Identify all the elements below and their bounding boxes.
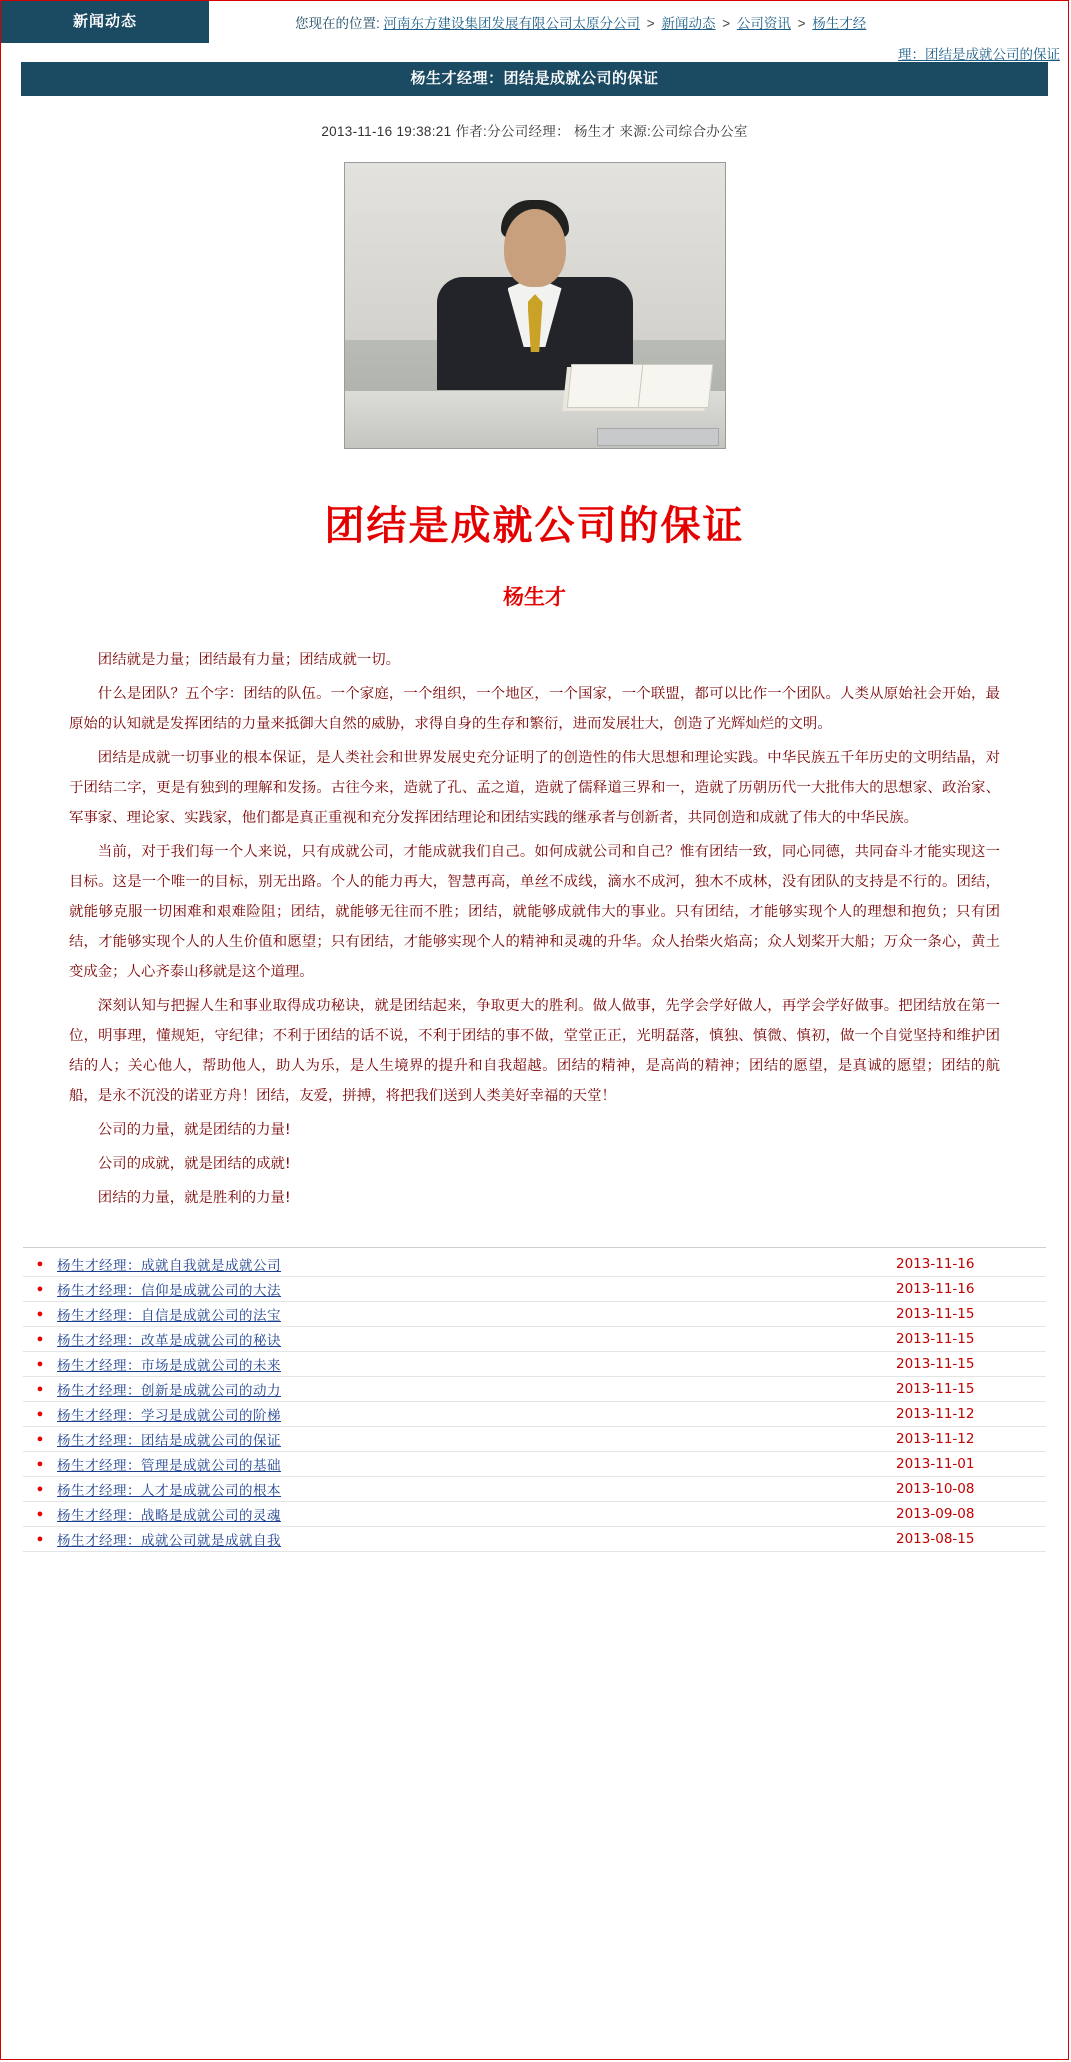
related-link[interactable]: 杨生才经理：创新是成就公司的动力 xyxy=(57,1383,281,1399)
bullet-icon: ● xyxy=(36,1308,44,1320)
list-item[interactable] xyxy=(23,1402,1046,1427)
related-date: 2013-11-16 xyxy=(896,1281,975,1297)
related-link[interactable]: 杨生才经理：改革是成就公司的秘诀 xyxy=(57,1333,281,1349)
related-date: 2013-11-12 xyxy=(896,1431,975,1447)
breadcrumb xyxy=(209,1,1068,34)
bullet-icon: ● xyxy=(36,1533,44,1545)
related-date: 2013-11-15 xyxy=(896,1356,975,1372)
list-item[interactable] xyxy=(23,1377,1046,1402)
bullet-icon: ● xyxy=(36,1283,44,1295)
bullet-icon: ● xyxy=(36,1383,44,1395)
section-title: 新闻动态 xyxy=(1,1,209,43)
related-link[interactable]: 杨生才经理：自信是成就公司的法宝 xyxy=(57,1308,281,1324)
list-item[interactable] xyxy=(23,1427,1046,1452)
related-link[interactable]: 杨生才经理：成就自我就是成就公司 xyxy=(57,1258,281,1274)
related-link[interactable]: 杨生才经理：团结是成就公司的保证 xyxy=(57,1433,281,1449)
list-item[interactable] xyxy=(23,1252,1046,1277)
related-link[interactable]: 杨生才经理：战略是成就公司的灵魂 xyxy=(57,1508,281,1524)
article xyxy=(1,62,1068,1213)
breadcrumb-item-company[interactable]: 河南东方建设集团发展有限公司太原分公司 xyxy=(383,16,641,31)
article-paragraph: 什么是团队？五个字：团结的队伍。一个家庭，一个组织，一个地区，一个国家，一个联盟，都可以比作一个团队。人类从原始社会开始，最原始的认知就是发挥团结的力量来抵御大自然的威胁，求得自身的生存和繁衍，进而发展壮大，创造了光辉灿烂的文明。 xyxy=(69,686,1000,732)
related-date: 2013-11-15 xyxy=(896,1381,975,1397)
list-item[interactable] xyxy=(23,1502,1046,1527)
article-author: 杨生才 xyxy=(503,585,566,609)
breadcrumb-separator-3: > xyxy=(797,16,806,31)
breadcrumb-separator-1: > xyxy=(646,16,655,31)
related-date: 2013-11-16 xyxy=(896,1256,975,1272)
list-item[interactable] xyxy=(23,1302,1046,1327)
article-meta: 2013-11-16 19:38:21 作者:分公司经理： 杨生才 来源:公司综合办公室 xyxy=(321,124,748,139)
list-item[interactable] xyxy=(23,1327,1046,1352)
related-articles-list xyxy=(23,1247,1046,1552)
list-item[interactable] xyxy=(23,1352,1046,1377)
related-link[interactable]: 杨生才经理：学习是成就公司的阶梯 xyxy=(57,1408,281,1424)
photo-face xyxy=(504,209,566,287)
photo-book xyxy=(566,364,713,408)
article-header-bar: 杨生才经理：团结是成就公司的保证 xyxy=(21,62,1048,96)
related-date: 2013-08-15 xyxy=(896,1531,975,1547)
breadcrumb-item-news[interactable]: 新闻动态 xyxy=(661,16,716,31)
related-link[interactable]: 杨生才经理：市场是成就公司的未来 xyxy=(57,1358,281,1374)
list-item[interactable] xyxy=(23,1527,1046,1552)
bullet-icon: ● xyxy=(36,1508,44,1520)
page-title: 团结是成就公司的保证 xyxy=(324,503,745,549)
portrait-photo xyxy=(344,162,726,449)
article-paragraph: 深刻认知与把握人生和事业取得成功秘诀，就是团结起来，争取更大的胜利。做人做事，先学会学好做人，再学会学好做事。把团结放在第一位，明事理，懂规矩，守纪律；不利于团结的话不说，不利于团结的事不做，堂堂正正，光明磊落，慎独、慎微、慎初，做一个自觉坚持和维护团结的人；关心他人，帮助他人，助人为乐，是人生境界的提升和自我超越。团结的精神，是高尚的精神；团结的愿望，是真诚的愿望；团结的航船，是永不沉没的诺亚方舟！团结，友爱，拼搏，将把我们送到人类美好幸福的天堂！ xyxy=(69,998,1000,1104)
list-item[interactable] xyxy=(23,1477,1046,1502)
related-date: 2013-11-15 xyxy=(896,1306,975,1322)
breadcrumb-item-company-info[interactable]: 公司资讯 xyxy=(736,16,791,31)
related-date: 2013-11-01 xyxy=(896,1456,975,1472)
bullet-icon: ● xyxy=(36,1333,44,1345)
bullet-icon: ● xyxy=(36,1358,44,1370)
related-date: 2013-11-12 xyxy=(896,1406,975,1422)
article-paragraph: 公司的力量，就是团结的力量! xyxy=(97,1122,291,1138)
breadcrumb-overflow-line[interactable]: 理：团结是成就公司的保证 xyxy=(898,47,1060,62)
related-link[interactable]: 杨生才经理：人才是成就公司的根本 xyxy=(57,1483,281,1499)
article-photo-wrap xyxy=(21,162,1048,454)
article-paragraph: 团结是成就一切事业的根本保证，是人类社会和世界发展史充分证明了的创造性的伟大思想和理论实践。中华民族五千年历史的文明结晶，对于团结二字，更是有独到的理解和发扬。古往今来，造就了孔、孟之道，造就了儒释道三界和一，造就了历朝历代一大批伟大的思想家、政治家、军事家、理论家、实践家，他们都是真正重视和充分发挥团结理论和团结实践的继承者与创新者，共同创造和成就了伟大的中华民族。 xyxy=(69,750,1000,826)
article-paragraph: 公司的成就，就是团结的成就! xyxy=(97,1156,291,1172)
article-paragraph: 团结就是力量；团结最有力量；团结成就一切。 xyxy=(97,652,401,668)
related-link[interactable]: 杨生才经理：成就公司就是成就自我 xyxy=(57,1533,281,1549)
bullet-icon: ● xyxy=(36,1483,44,1495)
list-item[interactable] xyxy=(23,1277,1046,1302)
related-link[interactable]: 杨生才经理：管理是成就公司的基础 xyxy=(57,1458,281,1474)
breadcrumb-separator-2: > xyxy=(722,16,731,31)
article-paragraph: 团结的力量，就是胜利的力量! xyxy=(97,1190,291,1206)
related-date: 2013-09-08 xyxy=(896,1506,975,1522)
bullet-icon: ● xyxy=(36,1258,44,1270)
article-paragraph: 当前，对于我们每一个人来说，只有成就公司，才能成就我们自己。如何成就公司和自己？惟有团结一致，同心同德，共同奋斗才能实现这一目标。这是一个唯一的目标，别无出路。个人的能力再大，智慧再高，单丝不成线，滴水不成河，独木不成林，没有团队的支持是不行的。团结，就能够克服一切困难和艰难险阻；团结，就能够无往而不胜；团结，就能够成就伟大的事业。只有团结，才能够实现个人的理想和抱负；只有团结，才能够实现个人的人生价值和愿望；只有团结，才能够实现个人的精神和灵魂的升华。众人抬柴火焰高；众人划桨开大船；万众一条心，黄土变成金；人心齐泰山移就是这个道理。 xyxy=(69,844,1000,980)
article-body xyxy=(69,645,1000,1213)
bullet-icon: ● xyxy=(36,1433,44,1445)
breadcrumb-area xyxy=(209,1,1068,62)
breadcrumb-label: 您现在的位置: xyxy=(295,16,380,31)
related-date: 2013-11-15 xyxy=(896,1331,975,1347)
top-bar xyxy=(1,1,1068,62)
bullet-icon: ● xyxy=(36,1408,44,1420)
breadcrumb-item-article[interactable]: 杨生才经 xyxy=(812,16,867,31)
bullet-icon: ● xyxy=(36,1458,44,1470)
related-date: 2013-10-08 xyxy=(896,1481,975,1497)
list-item[interactable] xyxy=(23,1452,1046,1477)
related-link[interactable]: 杨生才经理：信仰是成就公司的大法 xyxy=(57,1283,281,1299)
photo-laptop xyxy=(597,428,719,446)
